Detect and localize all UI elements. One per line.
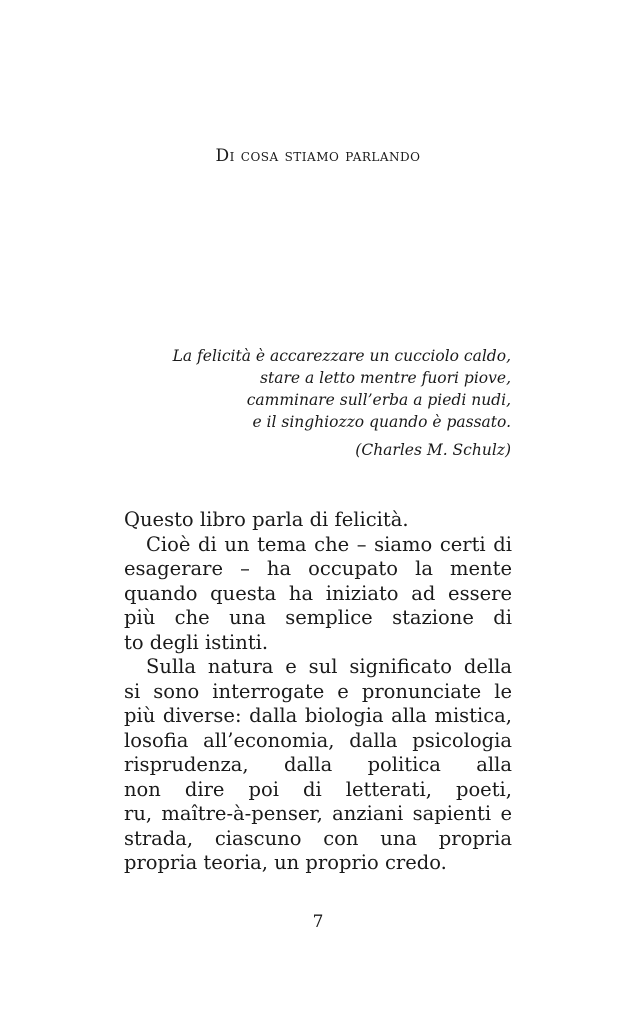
body-line: to degli istinti.	[124, 630, 269, 654]
body-text	[124, 508, 512, 876]
epigraph-attribution: (Charles M. Schulz)	[355, 441, 511, 459]
body-line: losofia all’economia, dalla psicologia	[124, 728, 512, 752]
chapter-title-rest: i cosa stiamo parlando	[229, 146, 421, 166]
body-line: esagerare – ha occupato la mente	[124, 557, 512, 580]
body-line: strada, ciascuno con una propria	[124, 826, 512, 850]
epigraph-line: e il singhiozzo quando è passato.	[252, 413, 511, 431]
body-line: più diverse: dalla biologia alla mistica,	[124, 704, 512, 727]
body-line: ru, maître-à-penser, anziani sapienti e	[124, 802, 512, 825]
body-line: Questo libro parla di felicità.	[124, 508, 409, 531]
body-line: Sulla natura e sul significato della	[146, 655, 512, 678]
body-line: Cioè di un tema che – siamo certi di	[146, 532, 512, 556]
chapter-title	[0, 146, 636, 166]
body-line: quando questa ha iniziato ad essere	[124, 581, 512, 605]
body-line: risprudenza, dalla politica alla	[124, 753, 512, 776]
chapter-title-initial: D	[215, 146, 230, 166]
body-line: propria teoria, un proprio credo.	[124, 851, 447, 874]
epigraph-line: La felicità è accarezzare un cucciolo caldo,	[172, 347, 511, 365]
epigraph-line: camminare sull’erba a piedi nudi,	[246, 391, 511, 409]
body-line: più che una semplice stazione di	[124, 606, 512, 629]
epigraph-line: stare a letto mentre fuori piove,	[260, 369, 511, 387]
body-line: si sono interrogate e pronunciate le	[124, 679, 512, 703]
epigraph	[173, 345, 511, 433]
body-line: non dire poi di letterati, poeti,	[124, 777, 512, 801]
page-number: 7	[312, 912, 324, 932]
